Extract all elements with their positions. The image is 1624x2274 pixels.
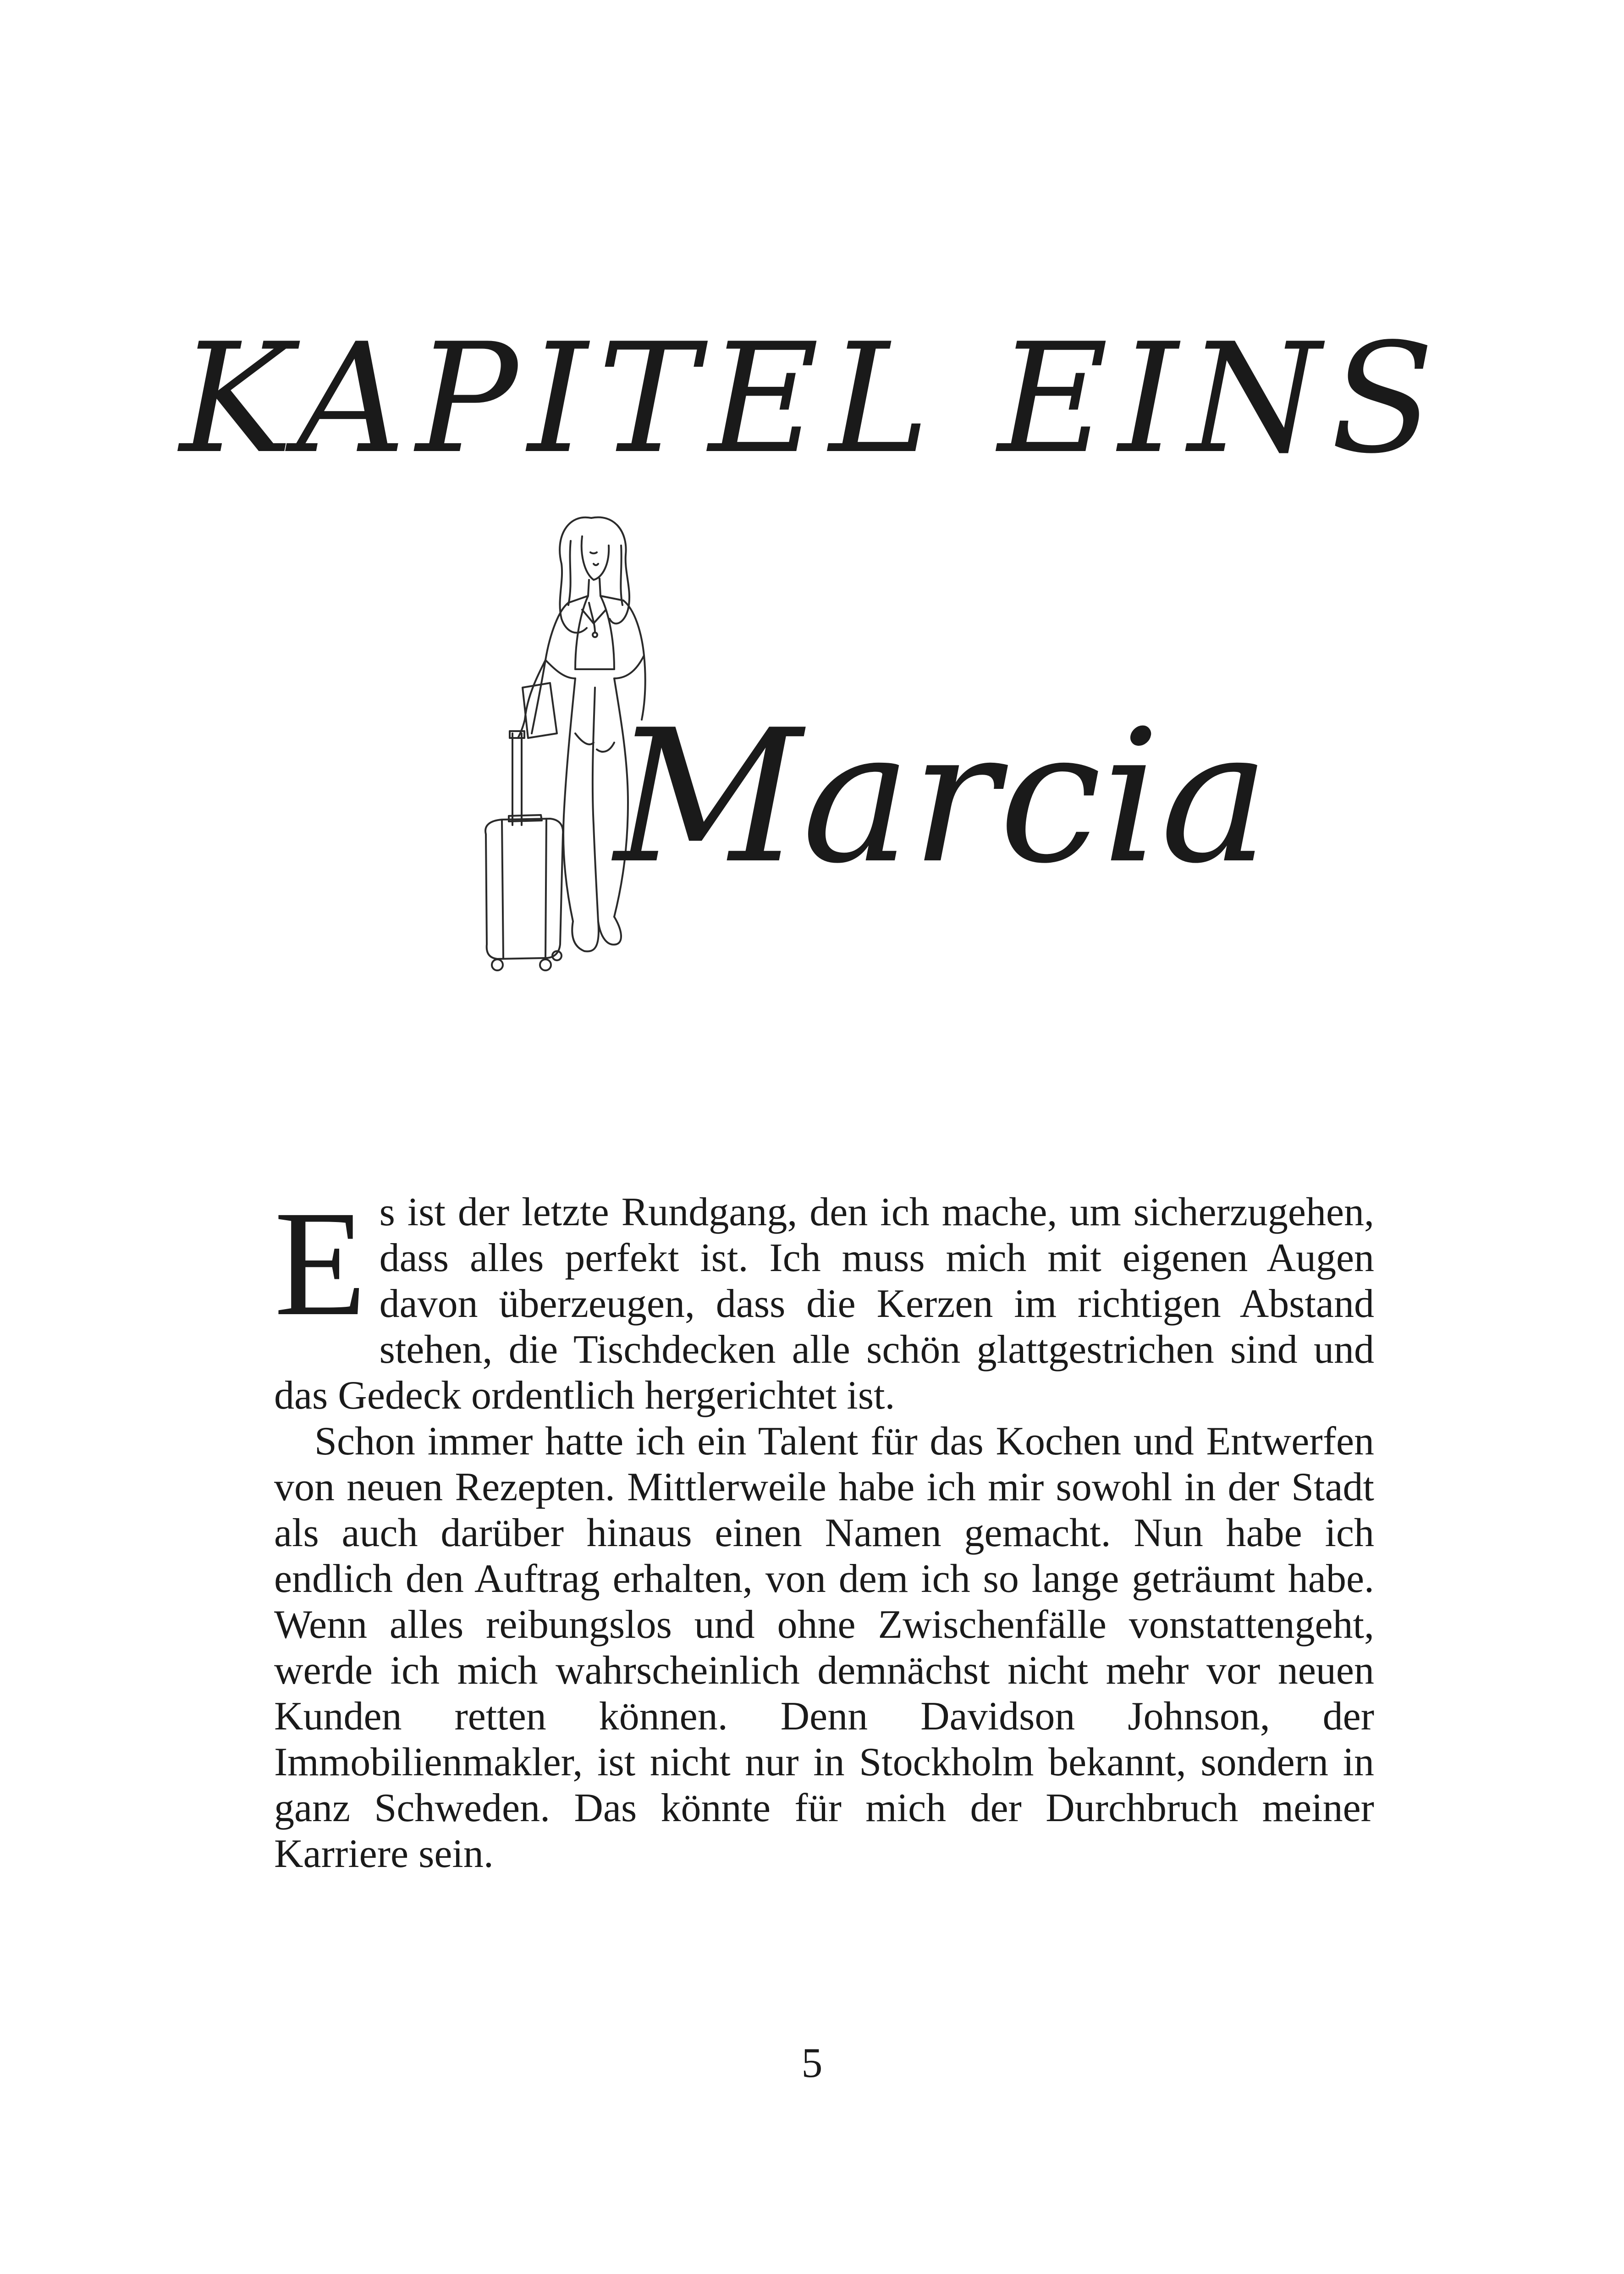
drop-cap-letter: E	[274, 1180, 367, 1347]
chapter-title: KAPITEL EINS	[180, 311, 1444, 487]
paragraph-1-text: s ist der letzte Rundgang, den ich mache, um sicherzugehen, dass alles perfekt ist. Ich muss mich mit eigenen Augen davon überzeugen, dass die Kerzen im richtigen Abstand stehen, die Tischdecken alle schön glattgestrichen sind und das Gedeck ordentlich hergerichtet ist.	[274, 1190, 1374, 1418]
paragraph-2: Schon immer hatte ich ein Talent für das Kochen und Entwerfen von neuen Rezepten. Mittlerweile habe ich mir sowohl in der Stadt als auch darüber hinaus einen Namen gemacht. Nun habe ich endlich den Auftrag erhalten, von dem ich so lange geträumt habe. Wenn alles reibungslos und ohne Zwischenfälle vonstattengeht, werde ich mich wahrscheinlich demnächst nicht mehr vor neuen Kunden retten können. Denn Davidson Johnson, der Immobilienmakler, ist nicht nur in Stockholm bekannt, sondern in ganz Schweden. Das könnte für mich der Durchbruch meiner Karriere sein.	[274, 1419, 1374, 1876]
chapter-body-text	[274, 1180, 1374, 1877]
character-name: Marcia	[614, 691, 1270, 904]
page-number: 5	[801, 2039, 823, 2086]
paragraph-1	[274, 1180, 1374, 1419]
